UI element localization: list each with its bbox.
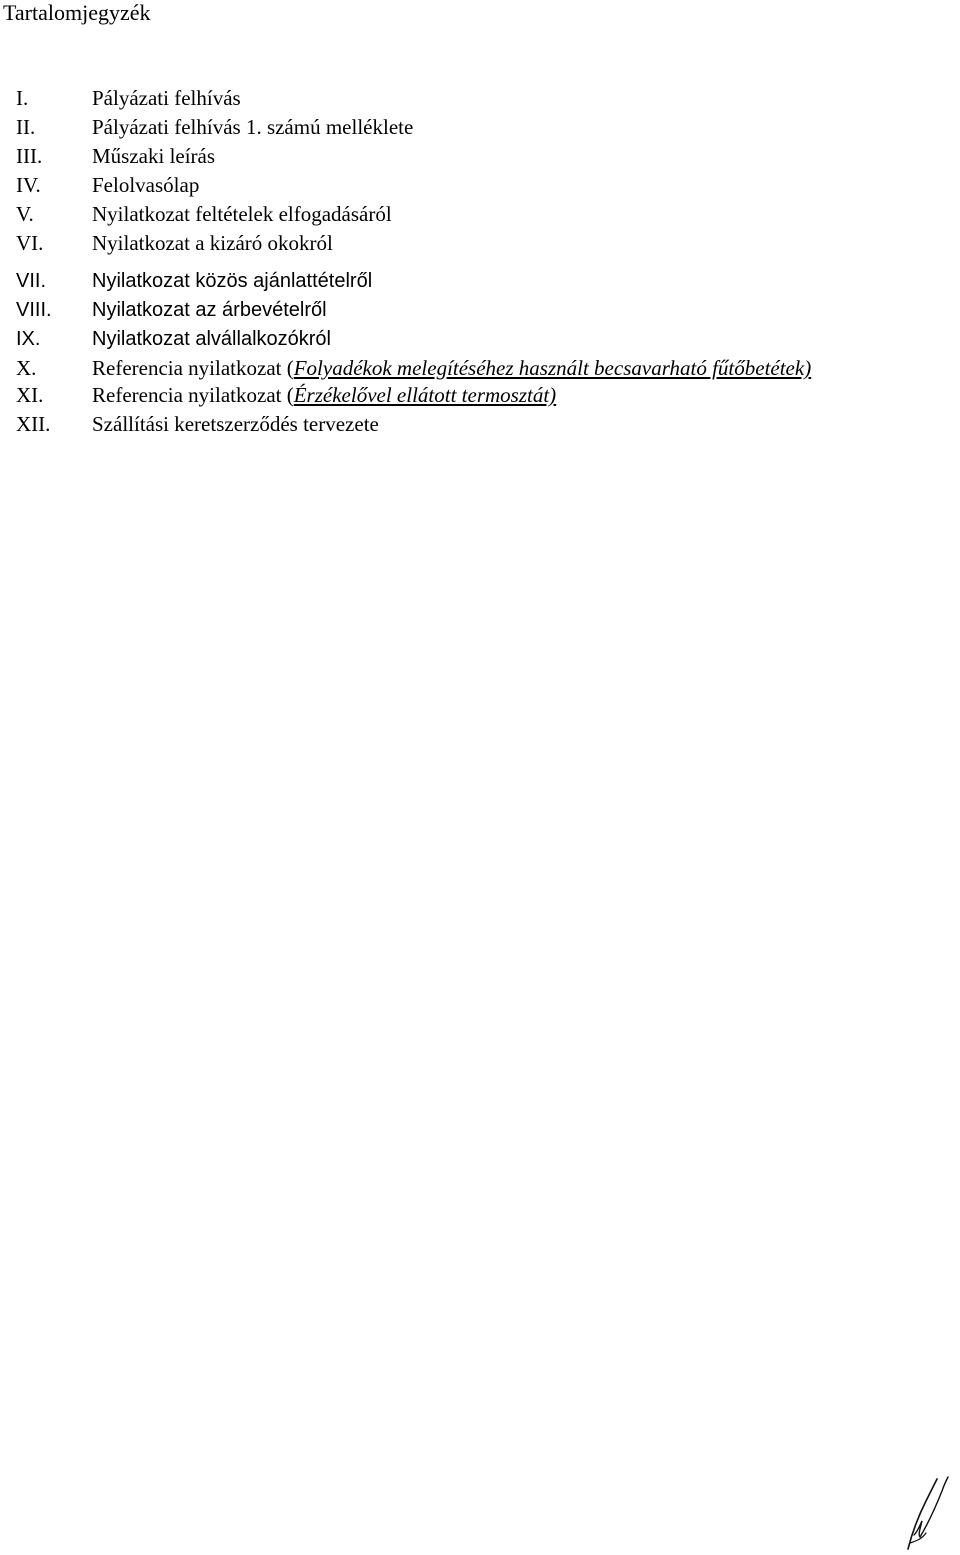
toc-number: II. (16, 115, 36, 139)
toc-number: XII. (16, 412, 51, 436)
toc-item-7 (16, 267, 956, 296)
toc-title: Nyilatkozat feltételek elfogadásáról (92, 202, 392, 226)
toc-title-italic: Érzékelővel ellátott termosztát) (293, 383, 557, 407)
toc-title: Nyilatkozat alvállalkozókról (92, 328, 331, 350)
toc-title (92, 383, 556, 407)
toc-title: Pályázati felhívás 1. számú melléklete (92, 115, 414, 139)
toc-number: IX. (16, 328, 41, 350)
toc-number: IV. (16, 173, 41, 197)
toc-item-10 (16, 354, 956, 381)
toc-item-1 (16, 84, 956, 113)
toc-title: Szállítási keretszerződés tervezete (92, 412, 379, 436)
toc-title: Műszaki leírás (92, 144, 216, 168)
toc-number: I. (16, 86, 29, 110)
signature-icon (904, 1473, 952, 1553)
toc-title: Nyilatkozat közös ajánlattételről (92, 270, 373, 292)
toc-number: VI. (16, 231, 44, 255)
toc-number: III. (16, 144, 43, 168)
toc-number: X. (16, 356, 37, 380)
toc-title-italic: Folyadékok melegítéséhez használt becsavarható fűtőbetétek) (293, 356, 812, 380)
toc-item-11 (16, 381, 956, 410)
toc-item-6 (16, 229, 956, 258)
toc-number: VII. (16, 270, 47, 292)
toc-number: V. (16, 202, 34, 226)
toc-title-prefix: Referencia nyilatkozat ( (92, 356, 294, 380)
toc-title-prefix: Referencia nyilatkozat ( (92, 383, 294, 407)
toc-number: VIII. (16, 299, 52, 321)
table-of-contents (16, 84, 956, 439)
toc-title: Nyilatkozat a kizáró okokról (92, 231, 333, 255)
toc-item-3 (16, 142, 956, 171)
toc-item-8 (16, 296, 956, 325)
page-title: Tartalomjegyzék (3, 0, 151, 25)
toc-title: Pályázati felhívás (92, 86, 241, 110)
toc-item-5 (16, 200, 956, 229)
toc-number: XI. (16, 383, 44, 407)
toc-title: Nyilatkozat az árbevételről (92, 299, 327, 321)
toc-item-9 (16, 325, 956, 354)
toc-title (92, 354, 956, 381)
toc-item-12 (16, 410, 956, 439)
toc-item-4 (16, 171, 956, 200)
toc-item-2 (16, 113, 956, 142)
toc-title: Felolvasólap (92, 173, 200, 197)
